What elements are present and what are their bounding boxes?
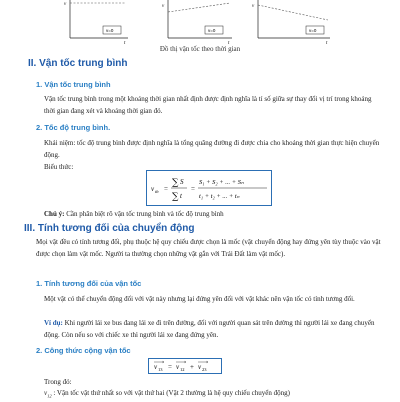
note-label: Chú ý: [44,210,65,218]
section-2-sub1-text: Vận tốc trung bình trong một khoảng thời gian nhất định được định nghĩa là tỉ số giữa sự thay đổi vị trí trong khoảng thời gian đang xét và khoảng thời gian đó. [44,95,372,115]
example-text: Khi người lái xe bus đang lái xe đi trên đường, đối với người quan sát trên đường thì người lái xe đang chuyển động. Còn nếu so với chiếc xe thì người lái xe đang đứng yên. [44,319,375,339]
example [44,318,384,341]
graph-3 [252,0,330,44]
section-2-sub1-title: 1. Vận tốc trung bình [36,80,111,89]
formula-num-expr: S₁ + S₂ + ... + Sₙ [199,179,244,186]
formula-num: S [180,178,184,186]
def-v: v [44,389,48,397]
graph-3-legend: v=0 [309,28,317,33]
formula-den-expr: t₁ + t₂ + ... + tₙ [199,193,240,200]
graph-3-v-label: v [252,4,255,9]
section-2-sub2-title: 2. Tốc độ trung bình. [36,123,111,132]
graph-1-legend: v=0 [106,28,114,33]
note-text: Cần phân biệt rõ vận tốc trung bình và tốc độ trung bình [66,210,224,218]
def-sub: 12 [47,393,52,399]
formula-den: t [180,192,182,200]
formula-lhs-sub: tb [155,189,159,194]
add-v2: v [176,363,180,371]
graph-1 [64,0,128,44]
graph-2-t-label: t [228,41,230,44]
add-v1: v [154,363,158,371]
example-label: Ví dụ: [44,319,63,327]
section-3-intro: Mọi vật đều có tính tương đối, phụ thuộc hệ quy chiếu được chọn là mốc (vật chuyển động hay đứng yên tùy thuộc vào vật được chọn làm vật mốc. Người ta thường chọn những vật gắn với Trái Đất làm vật mốc). [36,238,381,258]
add-v2-sub: 12 [180,367,185,372]
graph-caption: Đồ thị vận tốc theo thời gian [159,45,241,53]
add-plus: + [190,363,194,371]
add-v1-sub: 13 [158,367,163,372]
section-3-sub2-title: 2. Công thức cộng vận tốc [36,346,131,355]
graph-2-legend: v=0 [208,28,216,33]
velocity-graphs [0,0,400,44]
add-eq: = [168,363,172,371]
add-v3: v [198,363,202,371]
section-2-sub2-text: Khái niệm: tốc độ trung bình được định nghĩa là tổng quãng đường đi được chia cho khoảng thời gian thực hiện chuyển động. [44,139,380,159]
graph-1-t-label: t [124,41,126,44]
trong-do: Trong đó: [44,378,72,386]
formula-label: Biểu thức: [44,163,74,171]
velocity-addition-formula [148,358,222,374]
graph-3-t-label: t [326,41,328,44]
formula-sigma-top: ∑ [172,178,179,188]
formula-sigma-bottom: ∑ [172,192,179,202]
average-speed-formula-svg [147,171,271,205]
velocity-addition-formula-svg [149,359,221,373]
def-symbol [44,389,52,397]
graph-2 [162,0,232,44]
average-speed-formula [146,170,272,206]
def-text: : Vận tốc vật thứ nhất so với vật thứ hai (Vật 2 thường là hệ quy chiếu chuyển động) [53,389,290,397]
graph-2-v-label: v [162,4,165,9]
formula-lhs: v [151,185,155,193]
section-2-title: II. Vận tốc trung bình [28,58,128,69]
formula-eq-1: = [164,185,168,193]
graph-1-v-label: v [64,2,67,7]
add-v3-sub: 23 [202,367,207,372]
section-3-sub1-text: Một vật có thể chuyển động đối với vật này nhưng lại đứng yên đối với vật khác nên vận tốc có tính tương đối. [44,295,355,303]
formula-eq-2: = [191,185,195,193]
section-3-title: III. Tính tương đối của chuyển động [24,223,195,234]
section-3-sub1-title: 1. Tính tương đối của vận tốc [36,279,142,288]
note [44,209,384,221]
